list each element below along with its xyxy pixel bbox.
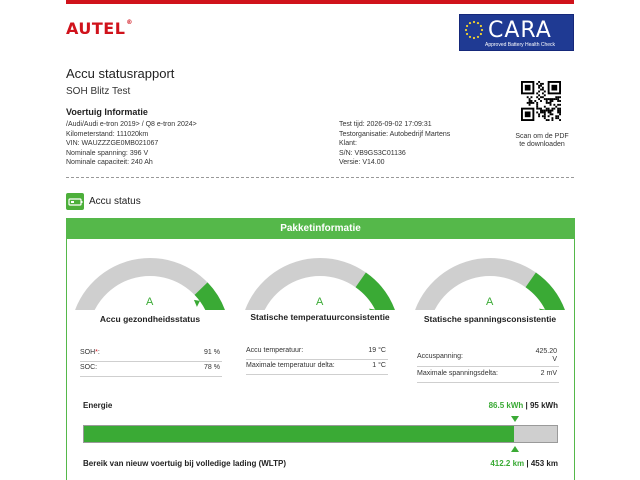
top-accent-bar bbox=[66, 0, 574, 4]
grade-health: A bbox=[146, 296, 154, 308]
qr-caption: Scan om de PDF te downloaden bbox=[515, 133, 569, 148]
vehicle-info-heading: Voertuig Informatie bbox=[66, 107, 148, 117]
row-soh: SOH*: 91 % bbox=[80, 349, 222, 362]
qr-code-icon[interactable] bbox=[521, 81, 561, 121]
row-soc: SOC: 78 % bbox=[80, 364, 222, 377]
vehicle-capacity: Nominale capaciteit: 240 Ah bbox=[66, 159, 153, 167]
cara-title: CARA bbox=[488, 18, 552, 43]
section-divider bbox=[66, 177, 574, 178]
grade-voltage: A bbox=[486, 296, 494, 308]
row-max-temp-delta: Maximale temperatuur delta: 1 °C bbox=[246, 362, 388, 375]
vehicle-vin: VIN: WAUZZZGE0MB021067 bbox=[66, 140, 159, 148]
version: Versie: V14.00 bbox=[339, 159, 385, 167]
battery-status-icon bbox=[66, 193, 84, 210]
label-voltage: Statische spanningsconsistentie bbox=[423, 314, 557, 324]
cara-caption: Approved Battery Health Check bbox=[485, 42, 556, 48]
range-value: 412.2 km | 453 km bbox=[490, 459, 558, 468]
vehicle-info-left bbox=[66, 120, 197, 168]
vehicle-mileage: Kilometerstand: 111020km bbox=[66, 130, 149, 138]
energy-value: 86.5 kWh | 95 kWh bbox=[488, 401, 558, 410]
eu-stars-icon bbox=[463, 19, 485, 41]
pack-info-heading: Pakketinformatie bbox=[67, 219, 574, 239]
row-battery-temp: Accu temperatuur: 19 °C bbox=[246, 347, 388, 360]
test-organisation: Testorganisatie: Autobedrijf Martens bbox=[339, 130, 451, 138]
row-max-voltage-delta: Maximale spanningsdelta: 2 mV bbox=[417, 370, 559, 383]
energy-bar-fill bbox=[84, 426, 514, 442]
label-temperature: Statische temperatuurconsistentie bbox=[250, 312, 390, 322]
vehicle-model: /Audi/Audi e-tron 2019> / Q8 e-tron 2024> bbox=[66, 121, 197, 128]
serial-number: S/N: VB9GS3C01136 bbox=[339, 149, 406, 157]
energy-marker-icon bbox=[511, 416, 519, 422]
test-time: Test tijd: 2026-09-02 17:09:31 bbox=[339, 121, 432, 128]
customer: Klant: bbox=[339, 140, 357, 148]
page-subtitle: SOH Blitz Test bbox=[66, 86, 131, 97]
label-health: Accu gezondheidsstatus bbox=[99, 314, 201, 324]
range-marker-icon bbox=[511, 446, 519, 452]
vehicle-info-right bbox=[339, 120, 450, 168]
grade-temperature: A bbox=[316, 296, 324, 308]
energy-bar bbox=[83, 425, 558, 443]
row-battery-voltage: Accuspanning: 425.20 V bbox=[417, 348, 559, 367]
autel-logo: AUTEL® bbox=[66, 19, 133, 38]
range-label: Bereik van nieuw voertuig bij volledige lading (WLTP) bbox=[83, 459, 286, 468]
cara-logo bbox=[459, 14, 574, 51]
vehicle-voltage: Nominale spanning: 396 V bbox=[66, 149, 149, 157]
energy-label: Energie bbox=[83, 401, 113, 410]
page-title: Accu statusrapport bbox=[66, 66, 175, 81]
status-heading: Accu status bbox=[89, 196, 141, 207]
